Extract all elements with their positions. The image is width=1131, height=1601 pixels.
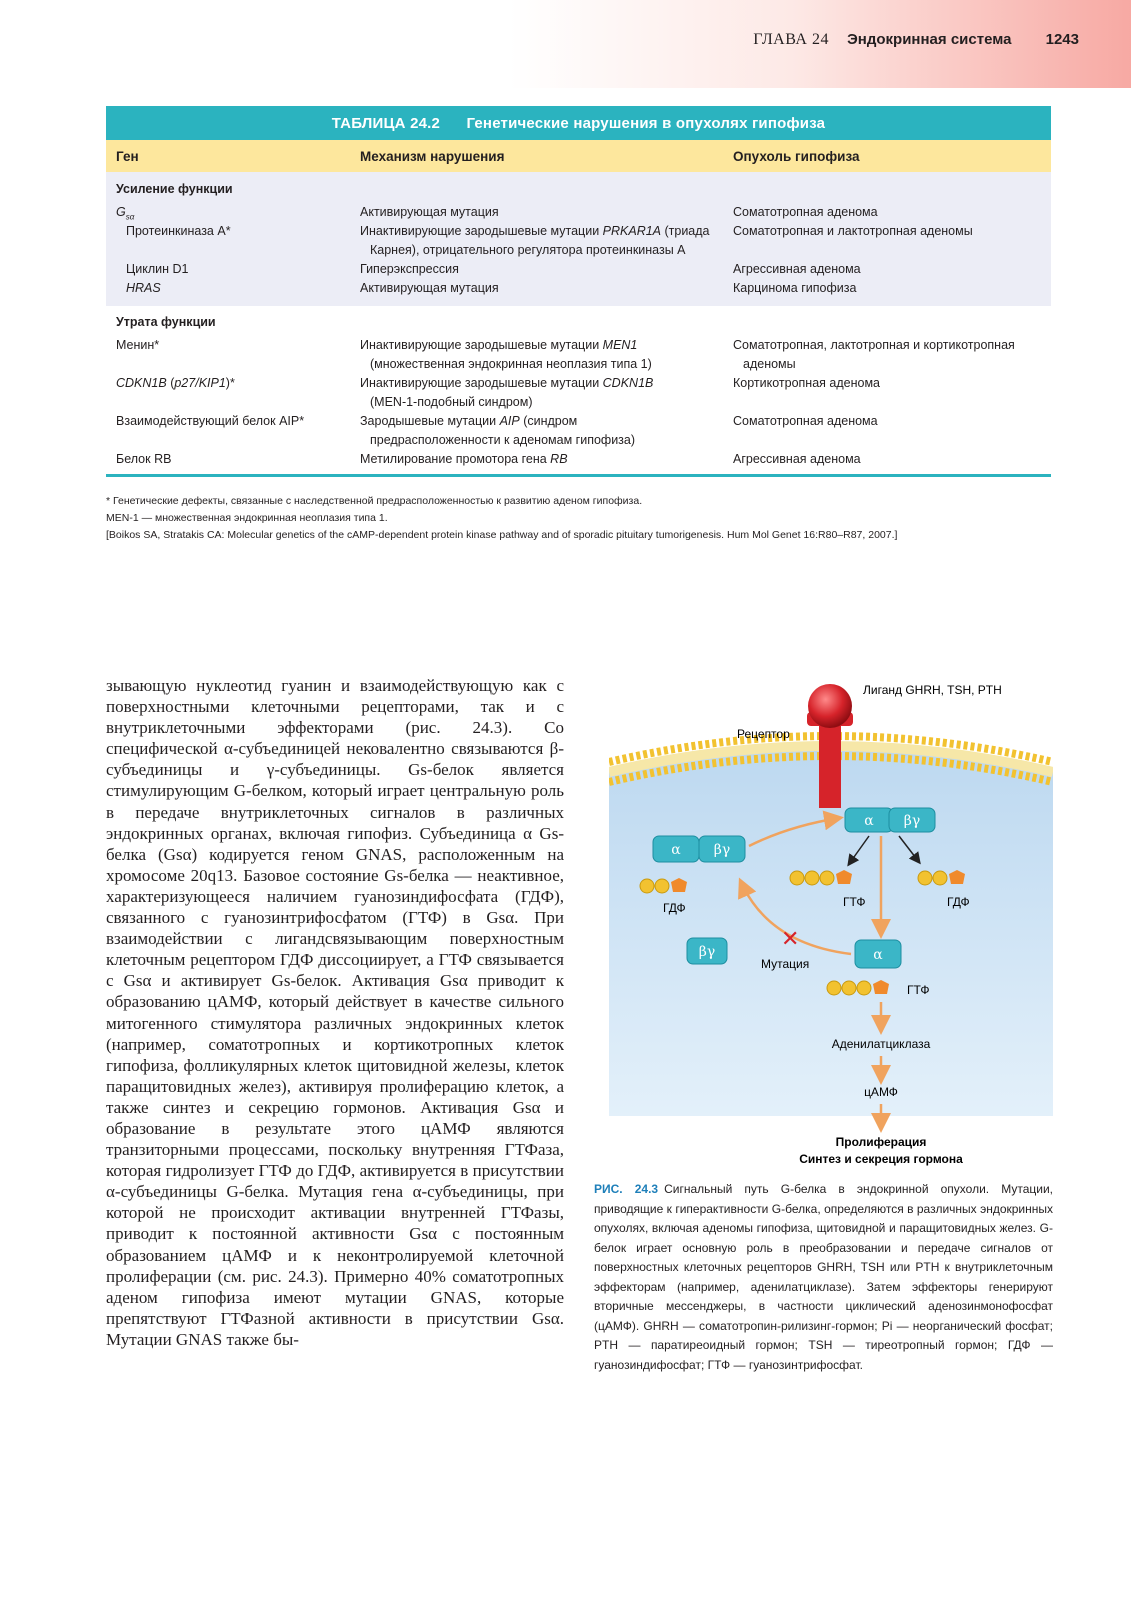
phosphate-icon — [857, 981, 871, 995]
table-cell-mechanism: Активирующая мутация — [360, 205, 499, 219]
receptor-label: Рецептор — [737, 727, 790, 741]
table-cell-gene: Белок RB — [116, 452, 172, 466]
phosphate-icon — [827, 981, 841, 995]
chapter-label: ГЛАВА 24 — [753, 31, 829, 48]
table-cell-tumor: Соматотропная и лактотропная аденомы — [733, 224, 973, 238]
result-hormone-secretion: Синтез и секреция гормона — [799, 1152, 963, 1166]
ligand-icon — [808, 684, 852, 728]
column-header-mechanism: Механизм нарушения — [360, 149, 505, 164]
table-bottom-rule — [106, 474, 1051, 477]
alpha-label: α — [873, 947, 883, 963]
mutation-label: Мутация — [761, 957, 810, 971]
table-number: ТАБЛИЦА 24.2 — [331, 115, 441, 132]
table-cell-tumor: Агрессивная аденома — [733, 452, 861, 466]
table-cell-gene: Циклин D1 — [126, 262, 189, 276]
footnote-abbreviation: MEN-1 — множественная эндокринная неоплазия типа 1. — [106, 512, 388, 524]
table-cell-mechanism: Инактивирующие зародышевые мутации PRKAR1A (триада — [360, 224, 710, 238]
table-footnotes — [106, 493, 897, 544]
adenylate-cyclase-label: Аденилатциклаза — [831, 1037, 931, 1051]
table-cell-tumor: Соматотропная, лактотропная и кортикотропная — [733, 338, 1015, 352]
table-cell-gene: HRAS — [126, 281, 161, 295]
section-label-loss: Утрата функции — [116, 315, 216, 329]
table-cell-tumor: Кортикотропная аденома — [733, 376, 880, 390]
phosphate-icon — [805, 871, 819, 885]
gdp-label: ГДФ — [663, 901, 686, 915]
table-cell-tumor: Агрессивная аденома — [733, 262, 861, 276]
phosphate-icon — [918, 871, 932, 885]
body-paragraph: зывающую нуклеотид гуанин и взаимодействующую как с поверхностными клеточными рецепторами, так и с внутриклеточными эффекторами (рис. 24.3). Со специфической α-субъединицей нековалентно связываются β-субъединицы и γ-субъединицы. Gs-белок является стимулирующим G-белком, который играет центральную роль в передаче внутриклеточных сигналов в различных эндокринных органах, включая гипофиз. Субъединица α Gs-белка (Gsα) кодируется геном GNAS, расположенным на хромосоме 20q13. Базовое состояние Gs-белка — неактивное, характеризующееся наличием гуанозиндифосфата (ГДФ), связанного с гуанозинтрифосфатом (ГТФ) в Gsα. При взаимодействии с лигандсвязывающим поверхностным клеточным рецептором ГДФ диссоциирует, а ГТФ связывается с Gsα и активирует Gs-белок. Активация Gsα приводит к образованию цАМФ, который действует в качестве сильного митогенного стимулятора различных эндокринных клеток (например, соматотропных и кортикотропных клеток гипофиза, фолликулярных клеток щитовидной железы, клеток паращитовидных желез), активируя пролиферацию клеток, а также синтез и секрецию гормонов. Активация Gsα и образование в результате этого цАМФ являются транзиторными процессами, поскольку внутренняя ГТФаза, которая гидролизует ГТФ до ГДФ, активируется в присутствии α-субъединицы G-белка. Мутация гена α-субъединицы, при которой не происходит активации внутренней ГТФазы, приводит к постоянной активности Gsα с постоянным образованием цАМФ и к неконтролируемой клеточной пролиферации (см. рис. 24.3). Примерно 40% соматотропных аденом гипофиза имеют мутации GNAS, которые препятствуют ГТФазной активности в присутствии Gsα. Мутации GNAS также бы- — [106, 676, 564, 1349]
table-cell-gene: $G_{s\alpha}$ — [116, 205, 135, 222]
table-section-gain — [106, 172, 1051, 306]
phosphate-icon — [820, 871, 834, 885]
result-proliferation: Пролиферация — [835, 1135, 927, 1149]
footnote-asterisk: * Генетические дефекты, связанные с наследственной предрасположенностью к развитию аденом гипофиза. — [106, 495, 643, 507]
pathway-diagram — [609, 676, 1053, 1176]
table-cell-gene: Протеинкиназа А* — [126, 224, 231, 238]
gtp-label: ГТФ — [843, 895, 866, 909]
figure-gprotein-pathway — [609, 676, 1053, 1176]
ligand-label: Лиганд GHRH, TSH, PTH — [863, 683, 1002, 697]
footnote-source: [Boikos SA, Stratakis CA: Molecular genetics of the cAMP-dependent protein kinase pathway and of sporadic pituitary tumorigenesis. Hum Mol Genet 16:R80–R87, 2007.] — [106, 529, 898, 541]
running-header — [753, 31, 1079, 49]
table-cell-tumor-cont: аденомы — [743, 357, 796, 371]
table-cell-mechanism: Инактивирующие зародышевые мутации MEN1 — [360, 338, 638, 352]
table-cell-mechanism-cont: Карнея), отрицательного регулятора протеинкиназы А — [370, 243, 686, 257]
phosphate-icon — [640, 879, 654, 893]
phosphate-icon — [790, 871, 804, 885]
table-cell-mechanism: Активирующая мутация — [360, 281, 499, 295]
table-header-row — [106, 140, 1051, 172]
beta-gamma-label: βγ — [903, 813, 921, 829]
alpha-label: α — [671, 842, 681, 858]
table-cell-tumor: Соматотропная аденома — [733, 205, 878, 219]
table-cell-mechanism-cont: (множественная эндокринная неоплазия типа 1) — [370, 357, 652, 371]
table-cell-mechanism: Метилирование промотора гена RB — [360, 452, 568, 466]
table-cell-mechanism: Инактивирующие зародышевые мутации CDKN1B — [360, 376, 654, 390]
column-header-gene: Ген — [116, 149, 139, 164]
beta-gamma-label: βγ — [713, 842, 731, 858]
phosphate-icon — [842, 981, 856, 995]
gtp-label: ГТФ — [907, 983, 930, 997]
figure-caption — [594, 1180, 1053, 1375]
phosphate-icon — [933, 871, 947, 885]
gdp-label: ГДФ — [947, 895, 970, 909]
figure-caption-label: РИС. 24.3 — [594, 1182, 659, 1196]
alpha-label: α — [864, 813, 874, 829]
table-cell-tumor: Карцинома гипофиза — [733, 281, 857, 295]
genetic-disorders-table — [106, 106, 1051, 477]
table-cell-mechanism: Гиперэкспрессия — [360, 262, 459, 276]
section-label-gain: Усиление функции — [116, 182, 233, 196]
table-cell-mechanism: Зародышевые мутации AIP (синдром — [360, 414, 578, 428]
table-cell-mechanism-cont: предрасположенности к аденомам гипофиза) — [370, 433, 636, 447]
phosphate-icon — [655, 879, 669, 893]
table-section-loss — [106, 306, 1051, 466]
chapter-title: Эндокринная система — [847, 31, 1012, 48]
table-cell-gene: Взаимодействующий белок AIP* — [116, 414, 305, 428]
figure-caption-text: Сигнальный путь G-белка в эндокринной опухоли. Мутации, приводящие к гиперактивности G-белка, определяются в различных эндокринных опухолях, включая аденомы гипофиза, щитовидной и паращитовидных желез. G-белок играет основную роль в преобразовании и передаче сигналов от поверхностных клеточных рецепторов GHRH, TSH или PTH к внутриклеточным эффекторам (например, аденилатциклазе). Затем эффекторы генерируют вторичные мессенджеры, в частности циклический аденозинмонофосфат (цАМФ). GHRH — соматотропин-рилизинг-гормон; Pi — неорганический фосфат; PTH — паратиреоидный гормон; TSH — тиреотропный гормон; ГДФ — гуанозиндифосфат; ГТФ — гуанозинтрифосфат. — [594, 1182, 1053, 1372]
table-title-bar — [106, 106, 1051, 140]
camp-label: цАМФ — [864, 1085, 898, 1099]
column-header-tumor: Опухоль гипофиза — [733, 149, 860, 164]
table-title: Генетические нарушения в опухолях гипофиза — [466, 115, 826, 132]
table-cell-tumor: Соматотропная аденома — [733, 414, 878, 428]
mutation-x-icon: ✕ — [781, 927, 800, 952]
receptor-stem — [819, 716, 841, 808]
beta-gamma-label: βγ — [698, 944, 716, 960]
table-cell-gene: Менин* — [116, 338, 160, 352]
table-cell-gene: CDKN1B (p27/KIP1)* — [116, 376, 235, 390]
table-cell-mechanism-cont: (MEN-1-подобный синдром) — [370, 395, 533, 409]
page-number: 1243 — [1045, 31, 1079, 48]
